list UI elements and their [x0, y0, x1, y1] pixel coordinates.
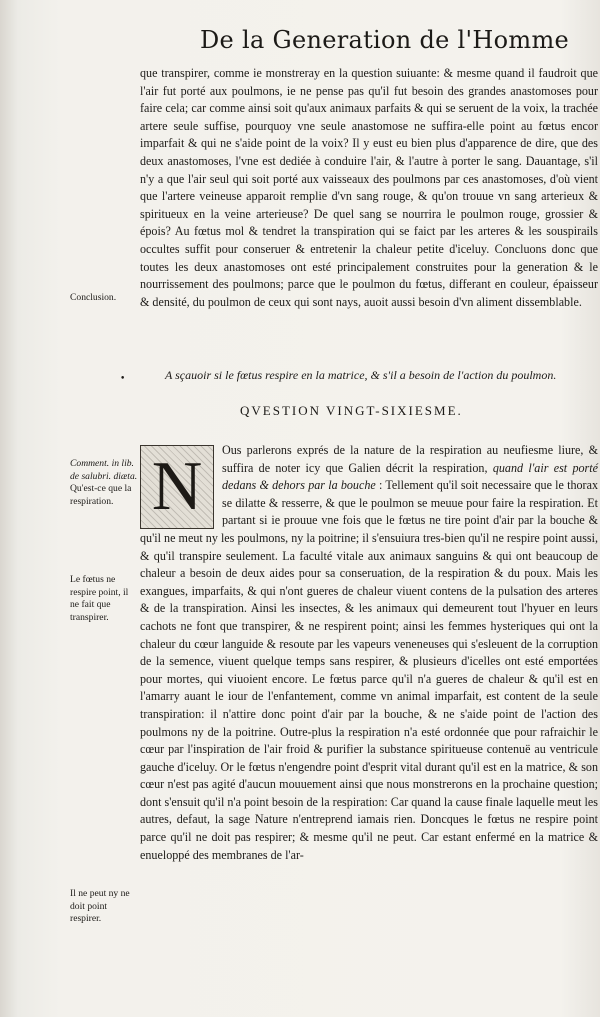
marginal-note-comment — [70, 458, 138, 508]
paragraph-rest: : Tellement qu'il soit necessaire que le thorax se dilatte & resserre, & que le poulmon se meuue pour faire la respiration. Et partant si ie prouue vne fois que le fœtus ne tire point d'air par la bouche & qu'il ne meut ny les poulmons, ny la poitrine; il s'ensuiura tres-bien qu'il ne respire point aussi, & qu'il transpire seulement. La faculté vitale aux animaux sanguins & qui ont beaucoup de chaleur a besoin de deux aides pour sa conseruation, de la respiration & du poux. Mais les exangues, imparfaits, & qui n'ont gueres de chaleur viuent contens de la pulsation des arteres & de la transpiration. Ainsi les insectes, & les animaux qui demeurent tout l'hyuer en leurs cachots ne font que transpirer, & ne respirent point; ainsi les femmes hysteriques qui ont la chaleur du cœur languide & resoute par les vapeurs veneneuses qui s'esleuent de la corruption de la semence, viuent quelque temps sans respirer, & plusieurs d'icelles ont esté emportées pour mortes, qui viuoient encore. Le fœtus parce qu'il n'a gueres de chaleur & qu'il est en l'amarry auant le iour de l'enfantement, comme vn animal imparfait, est content de la seule transpiration: il n'attire donc point d'air par la bouche, & ne s'aide point de l'action des poulmons ny de la poitrine. Outre-plus la respiration n'a esté ordonnée que pour rafraichir le cœur par l'inspiration de l'air froid & purifier la substance spiritueuse contenuë au ventricule gauche d'iceluy. Or le fœtus n'engendre point d'esprit vital durant qu'il est en la matrice, & son cœur n'est pas agité d'aucun mouuement ainsi que nous monstrerons en la prochaine question; dont s'ensuit qu'il n'a point besoin de la respiration: Car quand la cause finale laquelle meut les autres, defaut, la sage Nature n'entreprend iamais rien. Doncques le fœtus ne respire point parce qu'il ne doit pas respirer; & mesme qu'il ne peut. Car estant enfermé en la matrice & enueloppé des membranes de l'ar- — [140, 478, 598, 862]
bullet-mark: • — [120, 374, 126, 384]
marginal-reference: Comment. in lib. de salubri. diæta. — [70, 458, 138, 482]
decorated-initial: N — [140, 445, 214, 529]
paragraph-text: que transpirer, comme ie monstreray en la question suiuante: & mesme quand il faudroit que l'air fut porté aux poulmons, ie ne pense pas qu'il fut besoin des grandes anastomoses pour faire cela; car comme ainsi soit qu'aux animaux parfaits & qui se seruent de la voix, la trachée artere seule suffise, pourquoy vne seule anastomose ne suffira-elle point au fœtus encor imparfait & qui ne s'aide point de la voix? Il y eust eu bien plus d'apparence de dire, que des deux anastomoses, l'vne est dediée à conduire l'air, & l'autre à porter le sang. Dauantage, s'il n'y a que l'air seul qui soit porté aux vaisseaux des poulmons par ces anastomoses, d'où vient que l'artere veineuse apparoit remplie d'vn sang rouge, & qu'on trouue vn sang arterieux & spiritueux en la veine arterieuse? De quel sang se nourrira le poulmon rouge, grossier & épois? Au fœtus mol & tendret la transpiration qui se faict par les arteres & les souspirails occultes suffit pour conseruer & entretenir la chaleur petite d'iceluy. Concluons donc que toutes les deux anastomoses ont esté principalement construites pour la generation & le nourrissement des poulmons; parce que le poulmon du fœtus, differant en couleur, épaisseur & densité, du poulmon de ceux qui sont nays, auoit aussi besoin d'vn aliment dissemblable. — [140, 66, 598, 309]
marginal-note-conclusion: Conclusion. — [70, 292, 117, 303]
paragraph-start: Ous parlerons exprés de la nature de la respiration au neufiesme liure, & suffira de noter icy que Galien décrit la respiration, — [222, 443, 598, 475]
running-head: De la Generation de l'Homme — [200, 26, 570, 54]
marginal-note-ne-peut: Il ne peut ny ne doit point respirer. — [70, 888, 130, 924]
marginal-text: Qu'est-ce que la respiration. — [70, 483, 132, 507]
section-title: A sçauoir si le fœtus respire en la matrice, & s'il a besoin de l'action du poulmon. — [165, 368, 557, 382]
body-paragraph-1 — [140, 65, 598, 311]
marginal-note-foetus: Le fœtus ne respire point, il ne fait que transpirer. — [70, 574, 129, 623]
italic-quote: quand l'air est porté dedans & dehors par la bouche — [222, 460, 598, 493]
paragraph-text — [140, 442, 598, 864]
body-paragraph-2 — [140, 442, 598, 864]
question-heading: QVESTION VINGT-SIXIESME. — [240, 403, 463, 418]
